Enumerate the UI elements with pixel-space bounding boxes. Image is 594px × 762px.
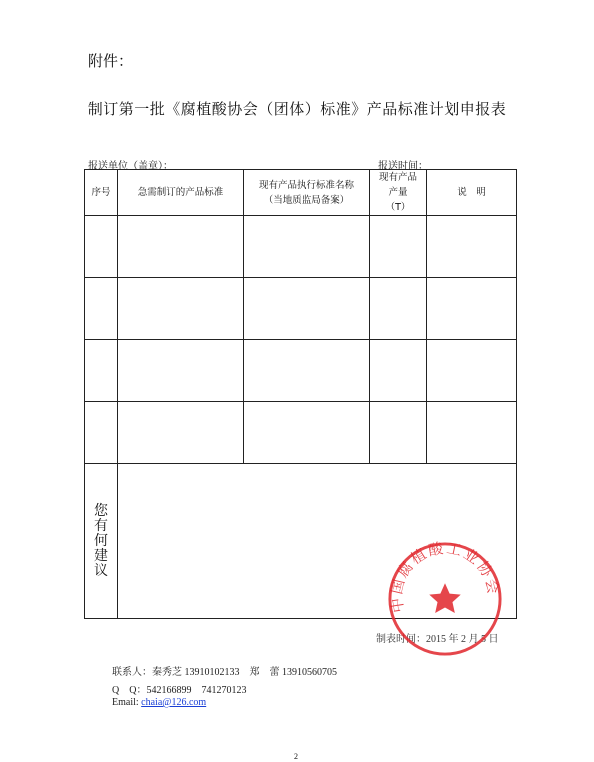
header-output-line2: 产量 (388, 187, 408, 198)
header-note: 说 明 (427, 170, 517, 216)
date-line: 制表时间：2015 年 2 月 5 日 (376, 634, 499, 645)
cell-output[interactable] (370, 340, 427, 402)
contact-qq: Q Q：542166899 741270123 (112, 685, 247, 696)
email-label: Email: (112, 697, 142, 708)
cell-seq[interactable] (85, 402, 118, 464)
suggestion-label (85, 464, 118, 619)
table-row (85, 216, 517, 278)
cell-existing-standard[interactable] (244, 216, 370, 278)
cell-standard[interactable] (118, 340, 244, 402)
header-existing-line1: 现有产品执行标准名称 (258, 179, 354, 191)
cell-existing-standard[interactable] (244, 402, 370, 464)
document-title: 制订第一批《腐植酸协会（团体）标准》产品标准计划申报表 (87, 100, 507, 118)
cell-existing-standard[interactable] (244, 278, 370, 340)
cell-output[interactable] (370, 278, 427, 340)
header-output (370, 170, 427, 216)
seal-text: 中国腐植酸工业协会 (388, 540, 502, 614)
header-seq: 序号 (85, 170, 118, 216)
cell-seq[interactable] (85, 278, 118, 340)
email-link[interactable]: chaia@126.com (141, 697, 207, 708)
cell-standard[interactable] (118, 278, 244, 340)
suggestion-char: 有 (94, 517, 108, 534)
cell-note[interactable] (427, 216, 517, 278)
cell-note[interactable] (427, 278, 517, 340)
submitter-label: 报送单位（盖章）： (88, 161, 173, 172)
submit-time-label: 报送时间： (378, 161, 428, 172)
cell-existing-standard[interactable] (244, 340, 370, 402)
suggestion-char: 您 (94, 502, 108, 519)
official-seal (386, 540, 504, 658)
header-existing-standard (244, 170, 370, 216)
cell-note[interactable] (427, 340, 517, 402)
header-standard: 急需制订的产品标准 (118, 170, 244, 216)
table-row (85, 278, 517, 340)
cell-output[interactable] (370, 402, 427, 464)
suggestion-char: 议 (94, 562, 108, 579)
seal-star-icon (429, 583, 460, 613)
cell-seq[interactable] (85, 216, 118, 278)
table-row (85, 402, 517, 464)
header-existing-line2: （当地质监局备案） (263, 194, 350, 206)
suggestion-char: 建 (94, 547, 108, 564)
contact-persons: 联系人：秦秀芝 13910102133 郑 蕾 13910560705 (112, 667, 337, 678)
page-number: 2 (294, 752, 298, 761)
cell-standard[interactable] (118, 216, 244, 278)
table-row (85, 340, 517, 402)
cell-note[interactable] (427, 402, 517, 464)
cell-output[interactable] (370, 216, 427, 278)
cell-seq[interactable] (85, 340, 118, 402)
attachment-label: 附件： (88, 52, 134, 70)
table-header-row (85, 170, 517, 216)
contact-email (112, 697, 206, 708)
header-output-line3: （T） (385, 202, 411, 213)
header-output-line1: 现有产品 (378, 172, 417, 183)
suggestion-char: 何 (94, 532, 108, 549)
cell-standard[interactable] (118, 402, 244, 464)
